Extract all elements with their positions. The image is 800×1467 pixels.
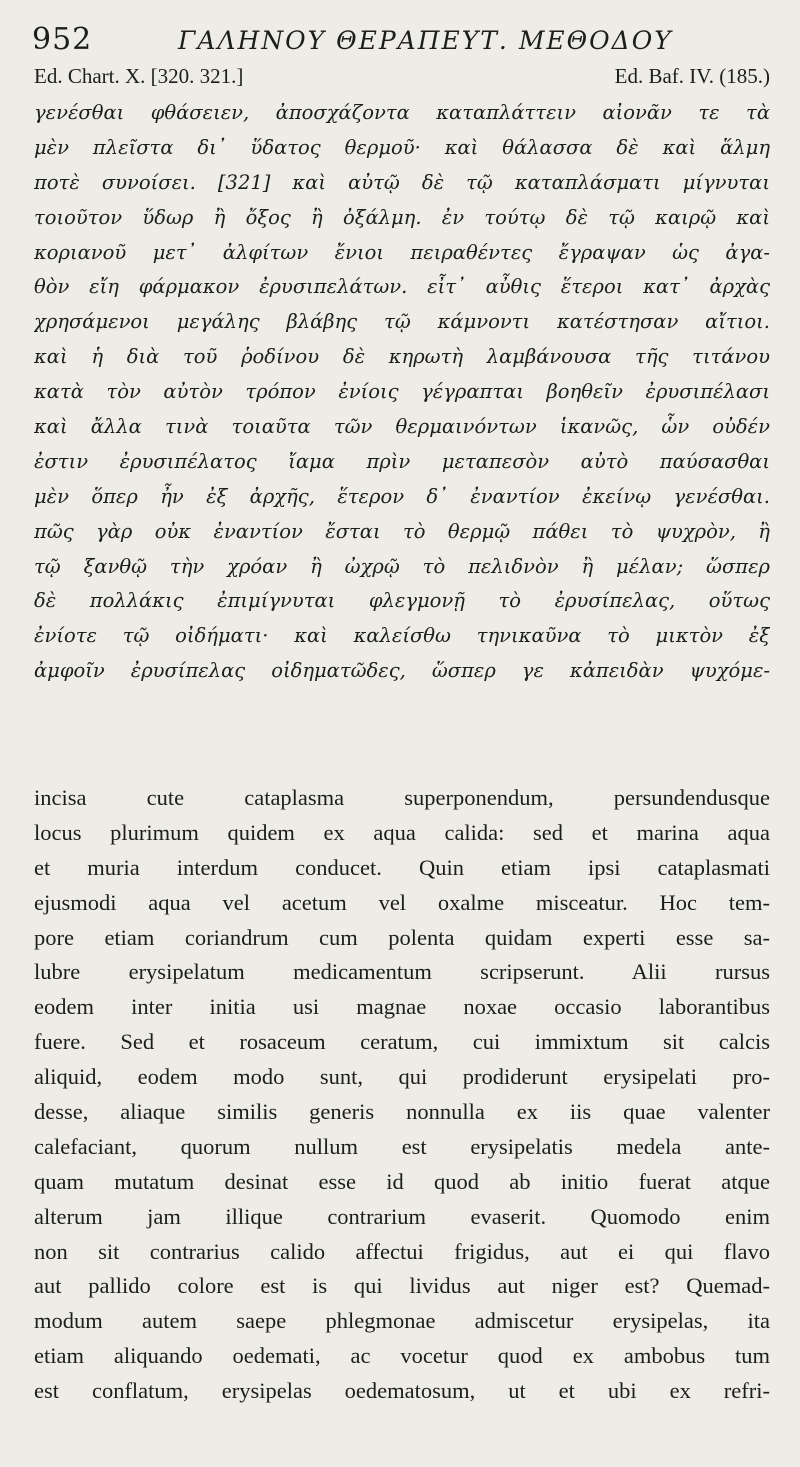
latin-line: modum autem saepe phlegmonae admiscetur erysipelas, ita bbox=[34, 1308, 770, 1334]
page-number: 952 bbox=[32, 22, 93, 57]
latin-line: non sit contrarius calido affectui frigidus, aut ei qui flavo bbox=[34, 1238, 770, 1264]
latin-line: fuere. Sed et rosaceum ceratum, cui immixtum sit calcis bbox=[34, 1029, 770, 1055]
latin-line: est conflatum, erysipelas oedematosum, ut et ubi ex refri- bbox=[34, 1378, 770, 1404]
latin-line: incisa cute cataplasma superponendum, persundendusque bbox=[34, 785, 770, 810]
latin-line: aut pallido colore est is qui lividus aut niger est? Quemad- bbox=[34, 1273, 770, 1299]
greek-line: ποτὲ συνοίσει. [321] καὶ αὐτῷ δὲ τῷ καταπλάσματι μίγνυται bbox=[34, 170, 770, 194]
greek-line: τῷ ξανθῷ τὴν χρόαν ἢ ὠχρῷ τὸ πελιδνὸν ἢ μέλαν; ὥσπερ bbox=[34, 554, 770, 578]
latin-line: calefaciant, quorum nullum est erysipelatis medela ante- bbox=[34, 1133, 770, 1159]
greek-line: κοριανοῦ μετ᾽ ἀλφίτων ἔνιοι πειραθέντες ἔγραψαν ὡς ἀγα- bbox=[34, 240, 770, 264]
greek-line: μὲν πλεῖστα δι᾽ ὕδατος θερμοῦ· καὶ θάλασσα δὲ καὶ ἅλμη bbox=[34, 135, 770, 159]
latin-text-block bbox=[34, 781, 770, 1409]
greek-line: πῶς γὰρ οὐκ ἐναντίον ἔσται τὸ θερμῷ πάθει τὸ ψυχρὸν, ἢ bbox=[34, 519, 770, 543]
greek-line: καὶ ἄλλα τινὰ τοιαῦτα τῶν θερμαινόντων ἱκανῶς, ὧν οὐδέν bbox=[34, 415, 770, 439]
greek-line: ἐστιν ἐρυσιπέλατος ἴαμα πρὶν μεταπεσὸν αὐτὸ παύσασθαι bbox=[34, 449, 770, 473]
greek-line: ἀμφοῖν ἐρυσίπελας οἰδηματῶδες, ὥσπερ γε κἀπειδὰν ψυχόμε- bbox=[34, 659, 770, 683]
latin-line: desse, aliaque similis generis nonnulla ex iis quae valenter bbox=[34, 1099, 770, 1125]
latin-line: ejusmodi aqua vel acetum vel oxalme misceatur. Hoc tem- bbox=[34, 889, 770, 915]
greek-line: ἐνίοτε τῷ οἰδήματι· καὶ καλείσθω τηνικαῦνα τὸ μικτὸν ἐξ bbox=[34, 624, 770, 648]
edition-reference-line bbox=[34, 64, 770, 94]
edition-reference-basel: Ed. Baf. IV. (185.) bbox=[614, 64, 770, 88]
greek-line: δὲ πολλάκις ἐπιμίγνυται φλεγμονῇ τὸ ἐρυσίπελας, οὕτως bbox=[34, 589, 770, 613]
greek-line: καὶ ἡ διὰ τοῦ ῥοδίνου δὲ κηρωτὴ λαμβάνουσα τῆς τιτάνου bbox=[34, 345, 770, 369]
latin-line: eodem inter initia usi magnae noxae occasio laborantibus bbox=[34, 994, 770, 1020]
greek-text-block bbox=[34, 96, 770, 689]
latin-line: pore etiam coriandrum cum polenta quidam experti esse sa- bbox=[34, 924, 770, 950]
running-header bbox=[32, 18, 768, 62]
latin-line: et muria interdum conducet. Quin etiam ipsi cataplasmati bbox=[34, 854, 770, 880]
latin-line: lubre erysipelatum medicamentum scripserunt. Alii rursus bbox=[34, 959, 770, 985]
latin-line: aliquid, eodem modo sunt, qui prodiderunt erysipelati pro- bbox=[34, 1064, 770, 1090]
latin-line: quam mutatum desinat esse id quod ab initio fuerat atque bbox=[34, 1168, 770, 1194]
greek-line: θὸν εἴη φάρμακον ἐρυσιπελάτων. εἶτ᾽ αὖθις ἕτεροι κατ᾽ ἀρχὰς bbox=[34, 275, 770, 299]
greek-line: χρησάμενοι μεγάλης βλάβης τῷ κάμνοντι κατέστησαν αἴτιοι. bbox=[34, 310, 770, 334]
latin-line: alterum jam illique contrarium evaserit. Quomodo enim bbox=[34, 1203, 770, 1229]
latin-line: etiam aliquando oedemati, ac vocetur quod ex ambobus tum bbox=[34, 1343, 770, 1369]
running-title: ΓΑΛΗΝΟΥ ΘΕΡΑΠΕΥΤ. ΜΕΘΟΔΟΥ bbox=[178, 26, 673, 55]
latin-line: locus plurimum quidem ex aqua calida: sed et marina aqua bbox=[34, 819, 770, 845]
greek-line: γενέσθαι φθάσειεν, ἀποσχάζοντα καταπλάττειν αἰονᾶν τε τὰ bbox=[34, 101, 770, 124]
greek-line: μὲν ὅπερ ἦν ἐξ ἀρχῆς, ἕτερον δ᾽ ἐναντίον ἐκείνῳ γενέσθαι. bbox=[34, 484, 770, 508]
greek-line: κατὰ τὸν αὐτὸν τρόπον ἐνίοις γέγραπται βοηθεῖν ἐρυσιπέλασι bbox=[34, 380, 770, 404]
greek-line: τοιοῦτον ὕδωρ ἢ ὄξος ἢ ὀξάλμη. ἐν τούτῳ δὲ τῷ καιρῷ καὶ bbox=[34, 205, 770, 229]
edition-reference-chart: Ed. Chart. X. [320. 321.] bbox=[34, 64, 244, 88]
